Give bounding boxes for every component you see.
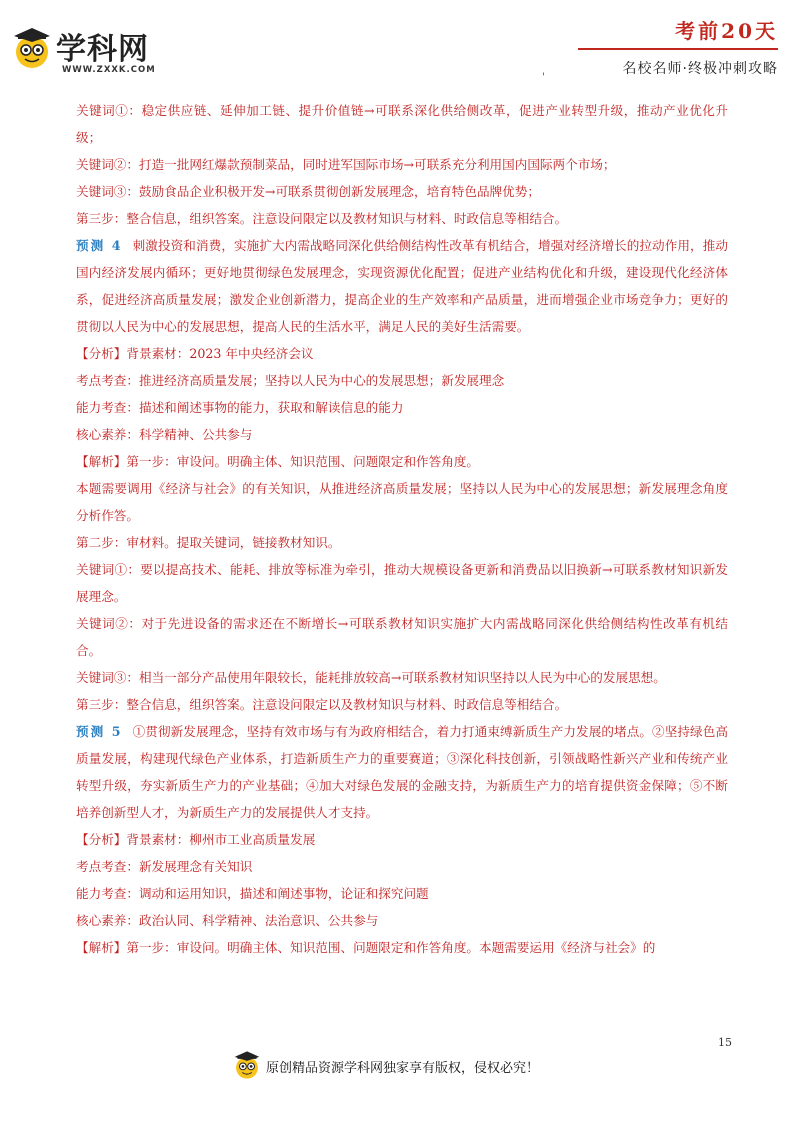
paragraph: 关键词②：打造一批网红爆款预制菜品，同时进军国际市场→可联系充分利用国内国际两个市场；	[76, 157, 616, 172]
paragraph: 关键词①：要以提高技术、能耗、排放等标准为牵引，推动大规模设备更新和消费品以旧换新→可联系教材知识新发展理念。	[76, 562, 728, 604]
explain-tag: 【解析】	[76, 940, 127, 955]
paragraph: 关键词②：对于先进设备的需求还在不断增长→可联系教材知识实施扩大内需战略同深化供给侧结构性改革有机结合。	[76, 616, 728, 658]
analysis-line	[76, 826, 728, 853]
paragraph: 第二步：审材料。提取关键词，链接教材知识。	[76, 535, 341, 550]
explain-text: 第一步：审设问。明确主体、知识范围、问题限定和作答角度。本题需要运用《经济与社会》的	[126, 940, 656, 955]
document-body	[76, 97, 728, 961]
paragraph: 关键词③：相当一部分产品使用年限较长，能耗排放较高→可联系教材知识坚持以人民为中心的发展思想。	[76, 670, 666, 685]
paragraph: 关键词③：鼓励食品企业积极开发→可联系贯彻创新发展理念，培育特色品牌优势；	[76, 184, 540, 199]
copyright-notice: 原创精品资源学科网独家享有版权，侵权必究！	[266, 1061, 540, 1076]
answer-text: 刺激投资和消费，实施扩大内需战略同深化供给侧结构性改革有机结合，增强对经济增长的拉动作用，推动国内经济发展内循环；更好地贯彻绿色发展理念，实现资源优化配置；促进产业结构优化和升级，建设现代化经济体系，促进经济高质量发展；激发企业创新潜力，提高企业的生产效率和产品质量，进而增强企业市场竞争力；更好的贯彻以人民为中心的发展思想，提高人民的生活水平，满足人民的美好生活需要。	[76, 238, 728, 334]
prediction-4-answer	[76, 232, 728, 340]
analysis-tag: 【分析】	[76, 832, 127, 847]
page-header	[0, 0, 800, 90]
analysis-text: 背景素材：柳州市工业高质量发展	[126, 832, 316, 847]
paragraph: 能力考查：描述和阐述事物的能力，获取和解读信息的能力	[76, 400, 404, 415]
prediction-4-label: 预测 4	[76, 238, 123, 253]
banner-divider	[578, 48, 778, 50]
stray-mark: '	[542, 72, 545, 83]
mascot-icon	[232, 1050, 262, 1080]
explain-tag: 【解析】	[76, 454, 127, 469]
analysis-tag: 【分析】	[76, 346, 127, 361]
analysis-text: 背景素材：2023 年中央经济会议	[126, 346, 314, 361]
analysis-line	[76, 340, 728, 367]
mascot-icon	[10, 26, 54, 70]
brand-name: 学科网	[56, 32, 149, 67]
paragraph: 能力考查：调动和运用知识，描述和阐述事物，论证和探究问题	[76, 886, 429, 901]
paragraph: 核心素养：科学精神、公共参与	[76, 427, 253, 442]
banner-slogan: 名校名师·终极冲刺攻略	[622, 61, 778, 77]
prediction-5-answer	[76, 718, 728, 826]
paragraph: 第三步：整合信息，组织答案。注意设问限定以及教材知识与材料、时政信息等相结合。	[76, 697, 568, 712]
prediction-5-label: 预测 5	[76, 724, 123, 739]
page-footer	[0, 1048, 800, 1088]
paragraph: 核心素养：政治认同、科学精神、法治意识、公共参与	[76, 913, 379, 928]
paragraph: 第三步：整合信息，组织答案。注意设问限定以及教材知识与材料、时政信息等相结合。	[76, 211, 568, 226]
paragraph: 考点考查：推进经济高质量发展；坚持以人民为中心的发展思想；新发展理念	[76, 373, 505, 388]
exam-banner	[578, 18, 778, 82]
explain-text: 第一步：审设问。明确主体、知识范围、问题限定和作答角度。	[126, 454, 479, 469]
paragraph: 关键词①：稳定供应链、延伸加工链、提升价值链→可联系深化供给侧改革，促进产业转型升级，推动产业优化升级；	[76, 103, 728, 145]
answer-text: ①贯彻新发展理念，坚持有效市场与有为政府相结合，着力打通束缚新质生产力发展的堵点。②坚持绿色高质量发展，构建现代绿色产业体系，打造新质生产力的重要赛道；③深化科技创新，引领战略性新兴产业和传统产业转型升级，夯实新质生产力的产业基础；④加大对绿色发展的金融支持，为新质生产力的培育提供资金保障；⑤不断培养创新型人才，为新质生产力的发展提供人才支持。	[76, 724, 728, 820]
explain-line	[76, 934, 728, 961]
page-number: 15	[718, 1036, 732, 1049]
paragraph: 本题需要调用《经济与社会》的有关知识，从推进经济高质量发展；坚持以人民为中心的发展思想；新发展理念角度分析作答。	[76, 481, 728, 523]
explain-line	[76, 448, 728, 475]
countdown-title: 考前20天	[675, 19, 778, 43]
brand-url: WWW.ZXXK.COM	[62, 65, 156, 75]
brand-logo[interactable]	[10, 22, 180, 82]
paragraph: 考点考查：新发展理念有关知识	[76, 859, 253, 874]
